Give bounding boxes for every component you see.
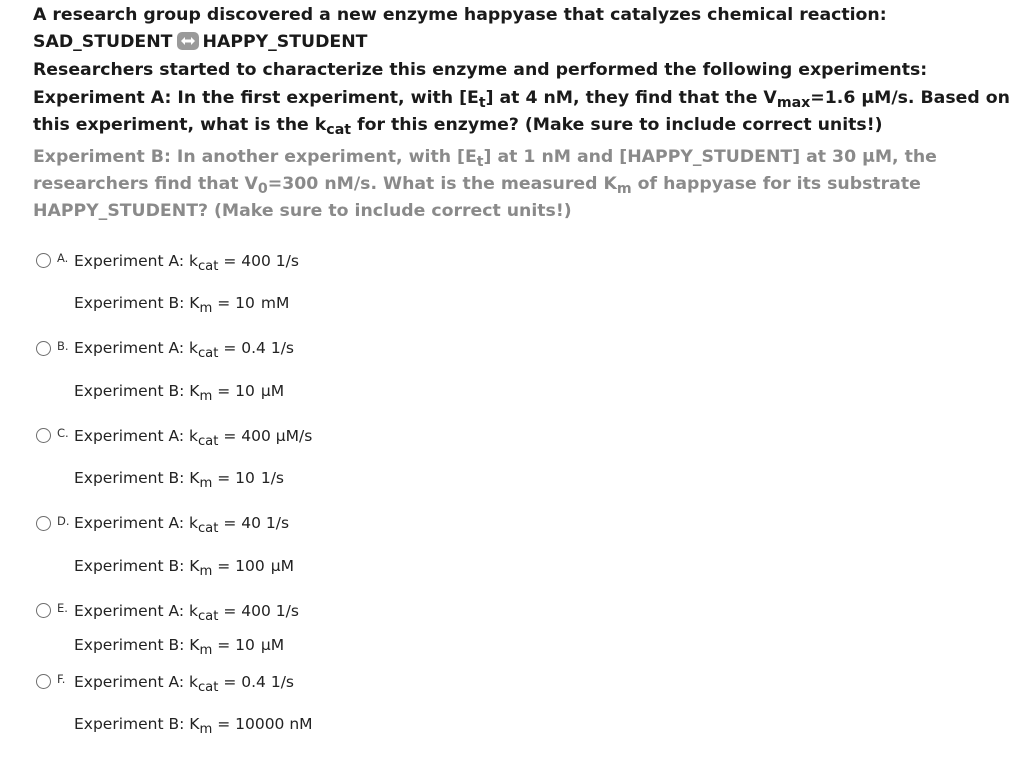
option-f-kcat-value: 0.4 1/s	[241, 673, 295, 691]
reaction-equation	[33, 32, 367, 52]
option-e-line-2[interactable]	[74, 636, 285, 658]
sub-m: m	[199, 300, 213, 316]
label-exp-a: Experiment A: k	[74, 673, 198, 691]
option-b-line-2[interactable]	[74, 382, 285, 404]
exp-b-text-1: Experiment B: In another experiment, with [E	[33, 147, 477, 167]
equals: =	[212, 469, 236, 487]
sub-cat: cat	[197, 345, 219, 361]
exp-a2-sub-cat: cat	[326, 121, 352, 138]
sub-cat: cat	[197, 520, 219, 536]
option-c-km-unit: 1/s	[260, 469, 285, 487]
option-d-km-value: 100	[235, 557, 265, 575]
experiment-b-line-3	[33, 201, 572, 221]
option-f-radio[interactable]	[36, 674, 51, 689]
exp-a-text-3: =1.6 μM/s. Based on	[810, 88, 1010, 108]
equals: =	[212, 382, 236, 400]
option-e-kcat-value: 400 1/s	[241, 602, 299, 620]
exp-b-text-2: ] at 1 nM and [HAPPY_STUDENT] at 30 μM, the	[483, 147, 937, 167]
sub-m: m	[199, 563, 213, 579]
option-c-km-value: 10	[235, 469, 255, 487]
label-exp-a: Experiment A: k	[74, 514, 198, 532]
question-line-3	[33, 60, 927, 80]
exp-b2-text-2: =300 nM/s. What is the measured K	[267, 174, 617, 194]
equals: =	[218, 339, 242, 357]
sub-m: m	[199, 388, 213, 404]
option-b-km-value: 10	[235, 382, 255, 400]
option-c-line-2[interactable]	[74, 469, 285, 491]
option-c-kcat-value: 400 μM/s	[241, 427, 313, 445]
option-b-kcat-value: 0.4 1/s	[241, 339, 295, 357]
label-exp-b: Experiment B: K	[74, 715, 200, 733]
sub-cat: cat	[197, 258, 219, 274]
option-b-line-1[interactable]	[74, 339, 295, 361]
option-a-line-2[interactable]	[74, 294, 290, 316]
exp-b2-sub-0: 0	[257, 180, 268, 197]
equals: =	[212, 294, 236, 312]
option-d-letter: D.	[57, 514, 70, 528]
option-d-km-unit: μM	[270, 557, 294, 575]
equals: =	[212, 557, 236, 575]
exp-a2-text-2: for this enzyme? (Make sure to include correct units!)	[351, 115, 883, 135]
exp-a-sub-max: max	[776, 94, 811, 111]
option-a-kcat-value: 400 1/s	[241, 252, 299, 270]
option-c-letter: C.	[57, 426, 69, 440]
label-exp-a: Experiment A: k	[74, 339, 198, 357]
exp-b2-sub-m: m	[616, 180, 632, 197]
experiment-a-line-2	[33, 115, 883, 138]
sub-m: m	[199, 721, 213, 737]
exp-a-sub-t: t	[478, 94, 486, 111]
label-exp-b: Experiment B: K	[74, 294, 200, 312]
question-line-1	[33, 5, 887, 25]
option-f-line-2[interactable]	[74, 715, 313, 737]
equals: =	[218, 673, 242, 691]
exp-b2-text-3: of happyase for its substrate	[631, 174, 921, 194]
question-intro: A research group discovered a new enzyme happyase that catalyzes chemical reaction:	[33, 5, 887, 25]
equals: =	[218, 514, 242, 532]
reversible-arrow-icon	[177, 32, 199, 50]
sub-cat: cat	[197, 608, 219, 624]
option-e-line-1[interactable]	[74, 602, 299, 624]
option-f-letter: F.	[57, 672, 66, 686]
option-a-km-unit: mM	[260, 294, 290, 312]
option-f-line-1[interactable]	[74, 673, 295, 695]
equals: =	[218, 602, 242, 620]
label-exp-a: Experiment A: k	[74, 602, 198, 620]
label-exp-b: Experiment B: K	[74, 469, 200, 487]
exp-a-text-2: ] at 4 nM, they find that the V	[485, 88, 777, 108]
option-d-line-2[interactable]	[74, 557, 294, 579]
exp-a2-text-1: this experiment, what is the k	[33, 115, 327, 135]
experiments-intro: Researchers started to characterize this enzyme and performed the following experiments:	[33, 60, 928, 80]
exp-b3-text: HAPPY_STUDENT? (Make sure to include correct units!)	[33, 201, 572, 221]
option-a-radio[interactable]	[36, 253, 51, 268]
equals: =	[218, 252, 242, 270]
option-d-kcat-value: 40 1/s	[241, 514, 290, 532]
label-exp-a: Experiment A: k	[74, 252, 198, 270]
option-b-radio[interactable]	[36, 341, 51, 356]
exp-a-text-1: Experiment A: In the first experiment, with [E	[33, 88, 479, 108]
experiment-a-line-1	[33, 88, 1010, 111]
option-f-km-value: 10000 nM	[235, 715, 313, 733]
sub-cat: cat	[197, 433, 219, 449]
label-exp-b: Experiment B: K	[74, 557, 200, 575]
experiment-b-line-1	[33, 147, 937, 170]
option-a-km-value: 10	[235, 294, 255, 312]
option-b-letter: B.	[57, 339, 69, 353]
exp-b2-text-1: researchers find that V	[33, 174, 258, 194]
option-e-letter: E.	[57, 601, 68, 615]
equals: =	[218, 427, 242, 445]
option-e-km-value: 10	[235, 636, 255, 654]
option-d-radio[interactable]	[36, 516, 51, 531]
equals: =	[212, 636, 236, 654]
option-e-radio[interactable]	[36, 603, 51, 618]
option-c-line-1[interactable]	[74, 427, 313, 449]
product-label: HAPPY_STUDENT	[202, 32, 368, 52]
option-d-line-1[interactable]	[74, 514, 290, 536]
exp-b-sub-t: t	[476, 153, 484, 170]
option-c-radio[interactable]	[36, 428, 51, 443]
sub-m: m	[199, 475, 213, 491]
option-a-letter: A.	[57, 251, 69, 265]
option-a-line-1[interactable]	[74, 252, 299, 274]
option-e-km-unit: μM	[260, 636, 285, 654]
reactant-label: SAD_STUDENT	[33, 32, 173, 52]
label-exp-a: Experiment A: k	[74, 427, 198, 445]
option-b-km-unit: μM	[260, 382, 285, 400]
experiment-b-line-2	[33, 174, 921, 197]
label-exp-b: Experiment B: K	[74, 636, 200, 654]
equals: =	[212, 715, 236, 733]
sub-cat: cat	[197, 679, 219, 695]
label-exp-b: Experiment B: K	[74, 382, 200, 400]
sub-m: m	[199, 642, 213, 658]
